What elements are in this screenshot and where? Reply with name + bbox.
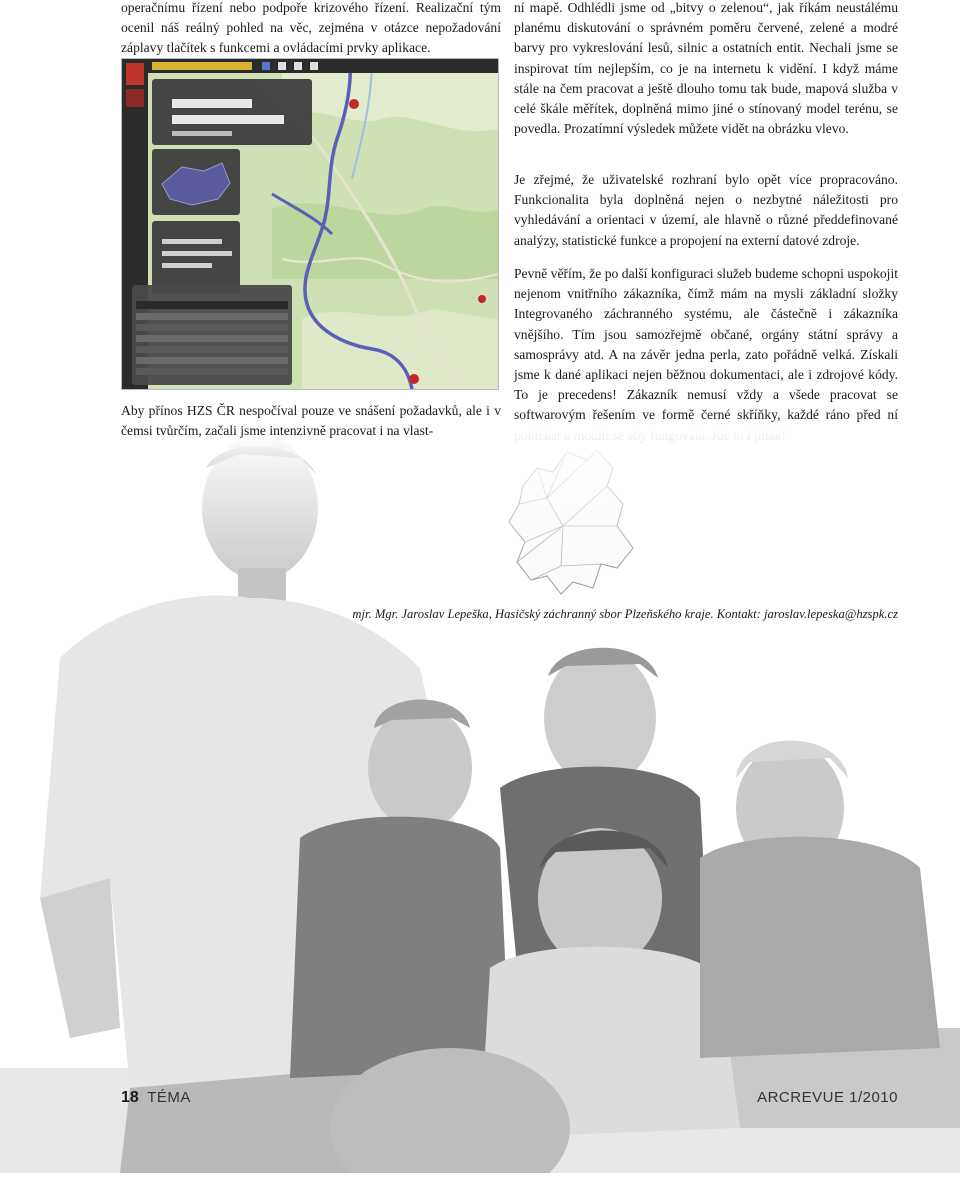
right-column-paragraph-2: Je zřejmé, že uživatelské rozhraní bylo opět více propracováno. Funkcionalita byla doplněná nejen o nezbytné náležitosti pro vyhledávání a orientaci v území, ale hlavně o různé předdefinované analýzy, statistické funkce a propojení na externí datové zdroje.: [514, 172, 898, 248]
footer-left: [121, 1089, 191, 1107]
right-column-paragraph-1: ní mapě. Odhlédli jsme od „bitvy o zelenou“, jak říkám neustálému planému diskutování o správném poměru červené, zelené a modré barvy pro vykreslování lesů, silnic a ostatních entit. Nechali jsme se inspirovat tím nejlepším, co je na internetu k vidění. I když máme stále na čem pracovat a ještě dlouho tomu tak bude, mapová služba v celé škále měřítek, doplněná mimo jiné o stínovaný model terénu, se povedla. Prozatímní výsledek můžete vidět na obrázku vlevo.: [514, 0, 898, 137]
group-photo: [0, 428, 960, 1173]
issue-label: ARCREVUE 1/2010: [757, 1089, 898, 1106]
right-column-paragraph-3: Pevně věřím, že po další konfiguraci služeb budeme schopni uspokojit nejenom vnitřního zákazníka, čímž mám na mysli základní složky Integrovaného záchranného systému, ale částečně i zákazníka vnějšího. Tím jsou samozřejmě občané, orgány státní správy a samosprávy atd. A na závěr jedna perla, zato pořádně velká. Získali jsme k dané aplikaci nejen běžnou dokumentaci, ale i zdrojové kódy. To je precedens! Zákazník nemusí vždy a všede pracovat se softwarovým řešením ve formě černé skříňky, každé ráno před ní: [514, 266, 898, 423]
section-name: TÉMA: [147, 1089, 191, 1106]
left-column-bottom-text: Aby přínos HZS ČR nespočíval pouze ve snášení požadavků, ale i v čemsi tvůrčím, začali jsme intenzivně pracovat i na vlast-: [121, 403, 501, 439]
left-column-top-text: operačnímu řízení nebo podpoře krizového řízení. Realizační tým ocenil náš reálný pohled na věc, zejména v otázce nepožadování záplavy tlačítek s funkcemi a ovládacími prvky aplikace.: [121, 0, 501, 56]
author-credit: mjr. Mgr. Jaroslav Lepeška, Hasičský záchranný sbor Plzeňského kraje. Kontakt: jaroslav.lepeska@hzspk.cz: [352, 607, 898, 621]
page-number: 18: [121, 1089, 139, 1106]
map-application-screenshot: [121, 58, 499, 390]
